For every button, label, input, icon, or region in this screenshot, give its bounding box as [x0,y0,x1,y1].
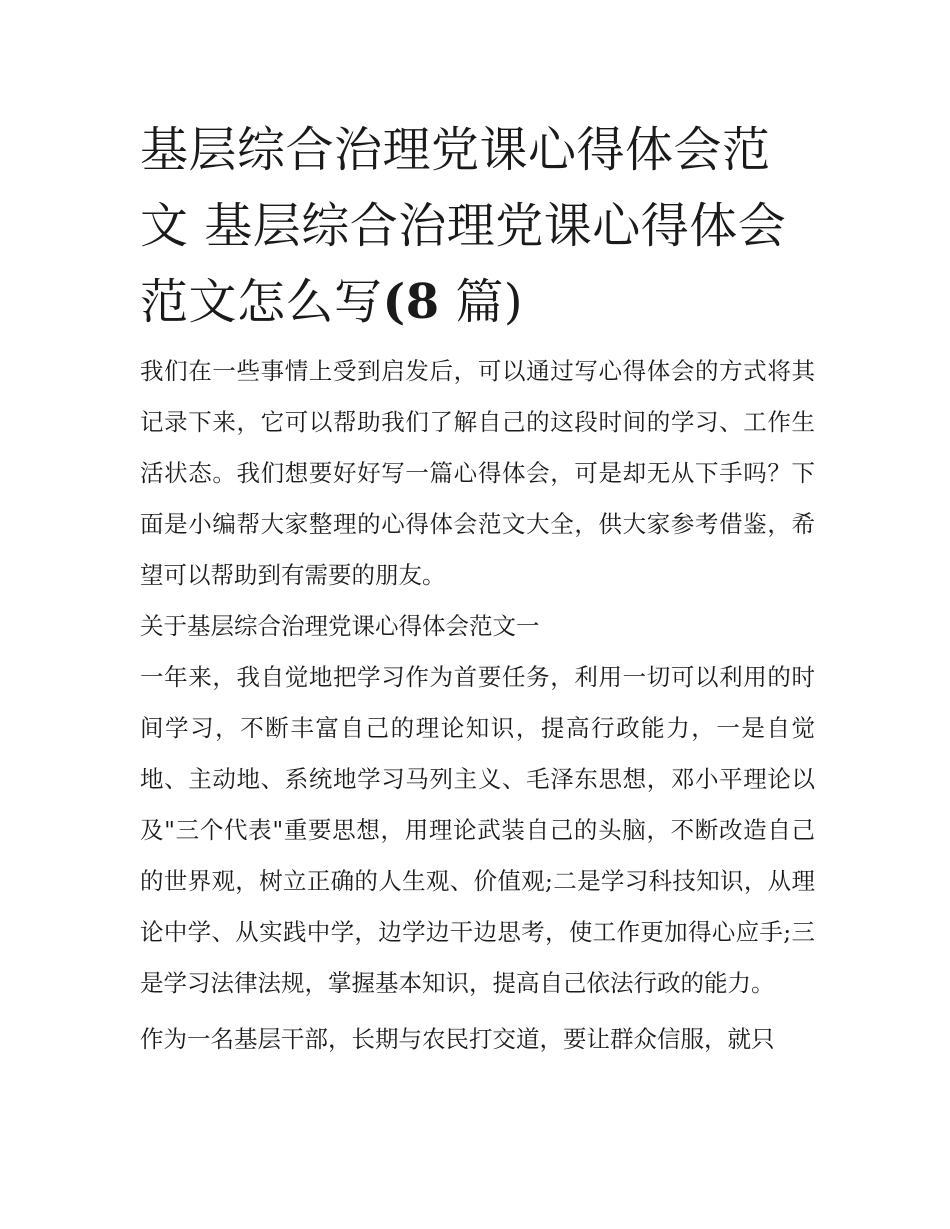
document-title-main: 基层综合治理党课心得体会范文 基层综合治理党课心得体会范文怎么写 [140,122,787,330]
intro-paragraph: 我们在一些事情上受到启发后，可以通过写心得体会的方式将其记录下来，它可以帮助我们了解自己的这段时间的学习、工作生活状态。我们想要好好写一篇心得体会，可是却无从下手吗？下面是小编帮大家整理的心得体会范文大全，供大家参考借鉴，希望可以帮助到有需要的朋友。 [140,357,815,589]
document-title-count: (8 [382,274,440,330]
document-title-suffix: 篇) [439,274,524,330]
body-paragraph-1: 一年来，我自觉地把学习作为首要任务，利用一切可以利用的时间学习，不断丰富自己的理论知识，提高行政能力，一是自觉地、主动地、系统地学习马列主义、毛泽东思想，邓小平理论以及"三个代表"重要思想，用理论武装自己的头脑，不断改造自己的世界观，树立正确的人生观、价值观;二是学习科技知识，从理论中学、从实践中学，边学边干边思考，使工作更加得心应手;三是学习法律法规，掌握基本知识，提高自己依法行政的能力。 [140,663,815,997]
body-paragraph-2: 作为一名基层干部，长期与农民打交道，要让群众信服，就只 [140,1025,775,1053]
document-title [140,112,815,340]
section-heading: 关于基层综合治理党课心得体会范文一 [140,612,540,640]
document-body [140,112,815,1065]
